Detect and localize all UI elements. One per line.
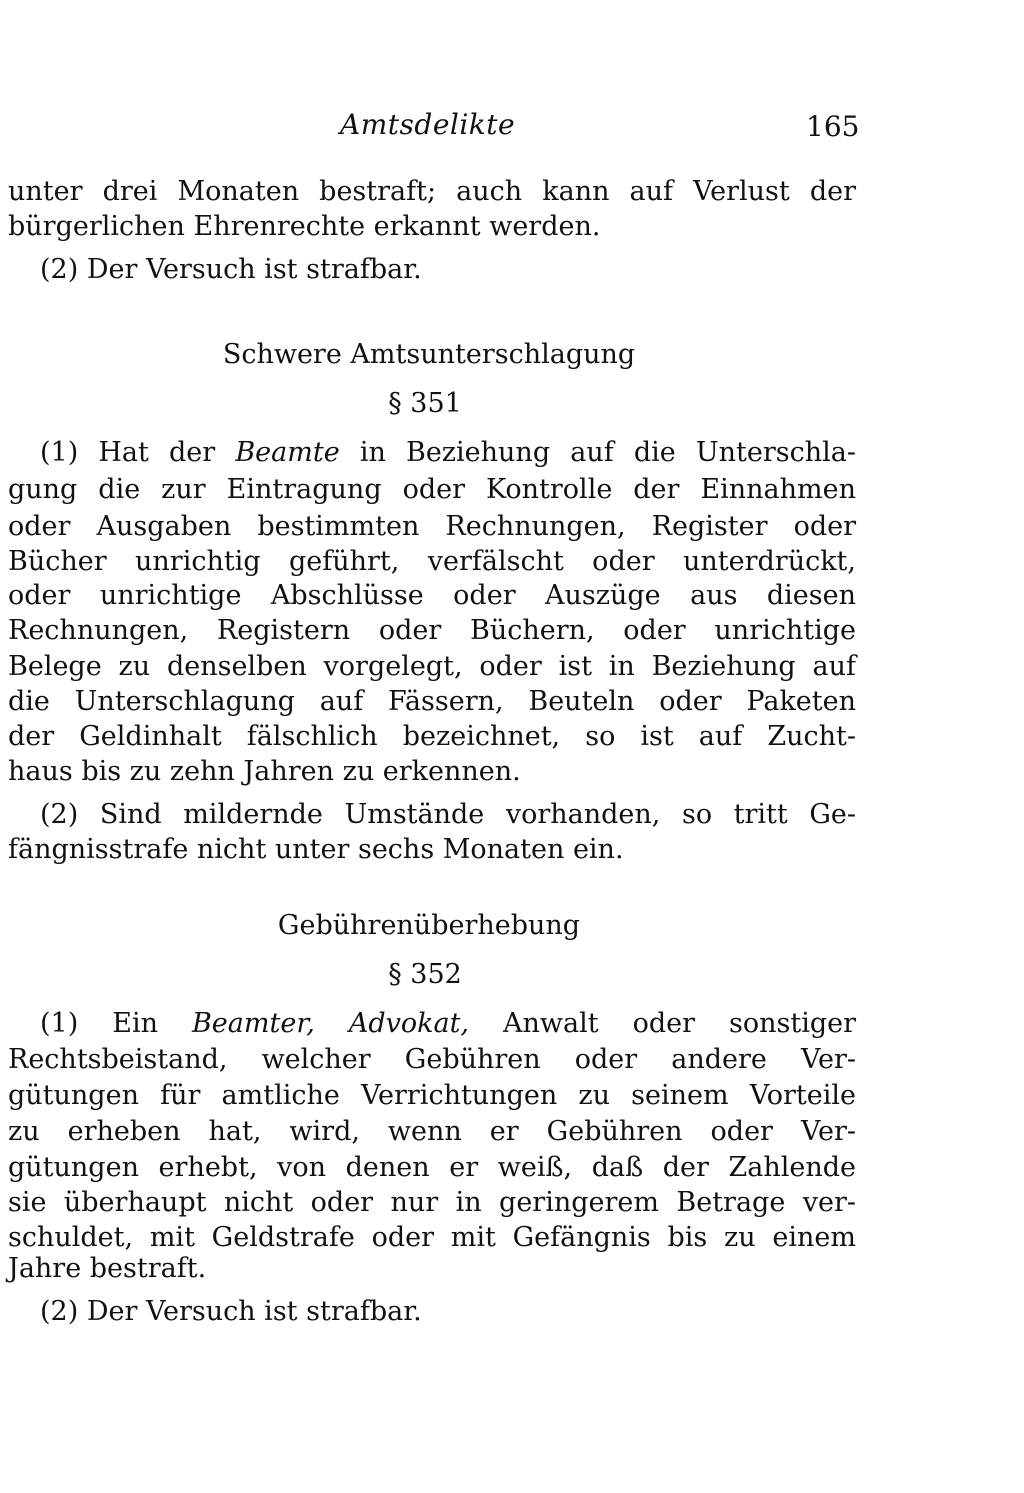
text-line: Rechtsbeistand, welcher Gebühren oder andere Ver-: [8, 1044, 856, 1075]
text-line: unter drei Monaten bestraft; auch kann auf Verlust der: [8, 176, 856, 207]
clause-text: (2) Der Versuch ist strafbar.: [40, 254, 422, 285]
text-line: bürgerlichen Ehrenrechte erkannt werden.: [8, 211, 601, 242]
paragraph-number: § 352: [388, 959, 462, 990]
text-line: der Geldinhalt fälschlich bezeichnet, so ist auf Zucht-: [8, 721, 856, 752]
paragraph-number: § 351: [388, 388, 462, 419]
text-line: Rechnungen, Registern oder Büchern, oder unrichtige: [8, 615, 856, 646]
text-line: Jahre bestraft.: [8, 1253, 207, 1284]
text-line: oder unrichtige Abschlüsse oder Auszüge aus diesen: [8, 580, 856, 611]
text-line: gütungen für amtliche Verrichtungen zu seinem Vorteile: [8, 1080, 856, 1111]
text-line: Bücher unrichtig geführt, verfälscht oder unterdrückt,: [8, 546, 856, 577]
text-line: fängnisstrafe nicht unter sechs Monaten ein.: [8, 834, 624, 865]
emphasis: Beamte: [235, 437, 340, 468]
text-line: oder Ausgaben bestimmten Rechnungen, Register oder: [8, 511, 856, 542]
text-line: die Unterschlagung auf Fässern, Beuteln oder Paketen: [8, 686, 856, 717]
text-line: haus bis zu zehn Jahren zu erkennen.: [8, 756, 521, 787]
text-line: zu erheben hat, wird, wenn er Gebühren oder Ver-: [8, 1116, 856, 1147]
emphasis: Beamter, Advokat,: [191, 1008, 470, 1039]
page-number: 165: [806, 110, 860, 143]
clause-text: (2) Der Versuch ist strafbar.: [40, 1296, 422, 1327]
text-line: schuldet, mit Geldstrafe oder mit Gefängnis bis zu einem: [8, 1222, 856, 1253]
text-line: (2) Sind mildernde Umstände vorhanden, so tritt Ge-: [40, 799, 856, 830]
text-line: gütungen erhebt, von denen er weiß, daß der Zahlende: [8, 1152, 856, 1183]
text-line: gung die zur Eintragung oder Kontrolle der Einnahmen: [8, 474, 856, 505]
text-line: (1) Hat der Beamte in Beziehung auf die Unterschla-: [40, 437, 856, 468]
section-title: Schwere Amtsunterschlagung: [222, 339, 636, 370]
running-head: [0, 108, 1024, 148]
text-line: (1) Ein Beamter, Advokat, Anwalt oder sonstiger: [40, 1008, 856, 1039]
text-line: sie überhaupt nicht oder nur in geringerem Betrage ver-: [8, 1187, 856, 1218]
text-line: Belege zu denselben vorgelegt, oder ist in Beziehung auf: [8, 651, 856, 682]
running-title: Amtsdelikte: [340, 108, 516, 141]
section-title: Gebührenüberhebung: [277, 910, 581, 941]
